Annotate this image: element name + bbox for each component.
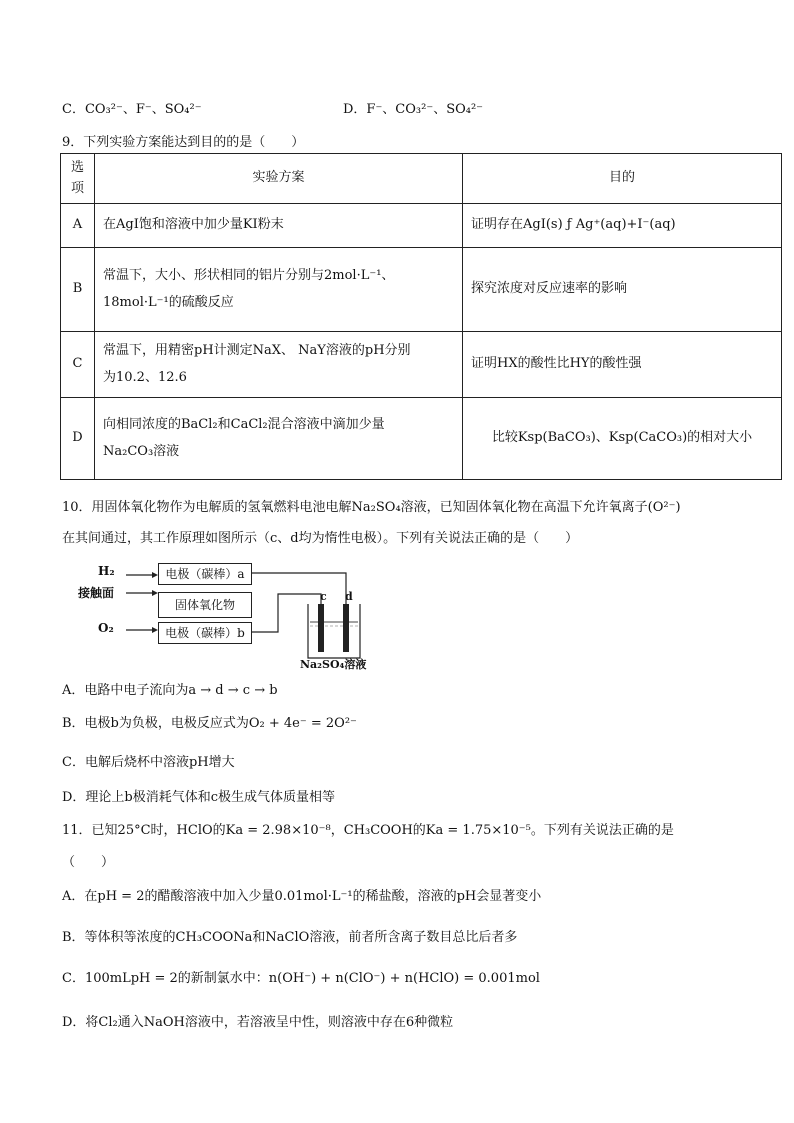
row-plan: 在AgI饱和溶液中加少量KI粉末 — [95, 204, 463, 248]
row-plan-line: 常温下，用精密pH计测定NaX、 NaY溶液的pH分别 — [103, 343, 411, 359]
q11-option-b: B．等体积等浓度的CH₃COONa和NaClO溶液，前者所含离子数目总比后者多 — [62, 930, 518, 945]
q10-stem-line1: 10．用固体氧化物作为电解质的氢氧燃料电池电解Na₂SO₄溶液，已知固体氧化物在高温下允许氧离子(O²⁻) — [62, 500, 681, 515]
row-option: C — [61, 332, 95, 398]
header-option: 选项 — [61, 154, 95, 204]
row-plan — [95, 398, 463, 480]
q8-option-c: C．CO₃²⁻、F⁻、SO₄²⁻ — [62, 102, 202, 117]
row-plan-line: Na₂CO₃溶液 — [103, 443, 180, 459]
h2-label: H₂ — [98, 564, 115, 578]
table-row — [61, 332, 782, 398]
table-row — [61, 398, 782, 480]
solution-label: Na₂SO₄溶液 — [300, 658, 367, 671]
q8-option-d: D．F⁻、CO₃²⁻、SO₄²⁻ — [343, 102, 484, 117]
q11-option-c: C．100mLpH = 2的新制氯水中：n(OH⁻) + n(ClO⁻) + n(HClO) = 0.001mol — [62, 971, 540, 986]
q9-stem: 9．下列实验方案能达到目的的是（ ） — [62, 135, 305, 150]
q11-stem-line2: （ ） — [62, 855, 115, 870]
row-goal: 比较Ksp(BaCO₃)、Ksp(CaCO₃)的相对大小 — [463, 398, 782, 480]
row-goal: 证明存在AgI(s) ƒ Ag⁺(aq)+I⁻(aq) — [463, 204, 782, 248]
q10-stem-line2: 在其间通过，其工作原理如图所示（c、d均为惰性电极）。下列有关说法正确的是（ ） — [62, 531, 579, 546]
row-option: B — [61, 248, 95, 332]
row-plan-line: 18mol·L⁻¹的硫酸反应 — [103, 294, 234, 310]
q11-stem-line1: 11．已知25°C时，HClO的Ka = 2.98×10⁻⁸，CH₃COOH的Ka = 1.75×10⁻⁵。下列有关说法正确的是 — [62, 823, 674, 838]
row-plan-line: 向相同浓度的BaCl₂和CaCl₂混合溶液中滴加少量 — [103, 417, 385, 433]
row-plan-line: 常温下，大小、形状相同的铝片分别与2mol·L⁻¹、 — [103, 268, 395, 284]
row-plan-line: 为10.2、12.6 — [103, 369, 187, 385]
q10-option-c: C．电解后烧杯中溶液pH增大 — [62, 755, 235, 770]
table-row — [61, 248, 782, 332]
q10-option-a: A．电路中电子流向为a → d → c → b — [62, 683, 278, 698]
row-option: D — [61, 398, 95, 480]
row-option: A — [61, 204, 95, 248]
table-row — [61, 204, 782, 248]
row-plan — [95, 248, 463, 332]
table-header-row — [61, 154, 782, 204]
header-plan: 实验方案 — [95, 154, 463, 204]
contact-surface-label: 接触面 — [78, 586, 115, 600]
electrode-d-label: d — [345, 590, 353, 603]
row-goal: 证明HX的酸性比HY的酸性强 — [463, 332, 782, 398]
q10-option-d: D．理论上b极消耗气体和c极生成气体质量相等 — [62, 790, 336, 805]
o2-label: O₂ — [98, 621, 114, 635]
solid-oxide: 固体氧化物 — [158, 592, 252, 618]
row-plan — [95, 332, 463, 398]
electrode-c-label: c — [320, 590, 327, 603]
q10-option-b: B．电极b为负极，电极反应式为O₂ + 4e⁻ = 2O²⁻ — [62, 716, 357, 731]
electrode-a: 电极（碳棒）a — [158, 563, 252, 585]
header-goal: 目的 — [463, 154, 782, 204]
electrode-b: 电极（碳棒）b — [158, 622, 252, 644]
q11-option-a: A．在pH = 2的醋酸溶液中加入少量0.01mol·L⁻¹的稀盐酸，溶液的pH会显著变小 — [62, 889, 542, 904]
q9-table — [60, 153, 782, 480]
row-goal: 探究浓度对反应速率的影响 — [463, 248, 782, 332]
q11-option-d: D．将Cl₂通入NaOH溶液中，若溶液呈中性，则溶液中存在6种微粒 — [62, 1015, 454, 1030]
